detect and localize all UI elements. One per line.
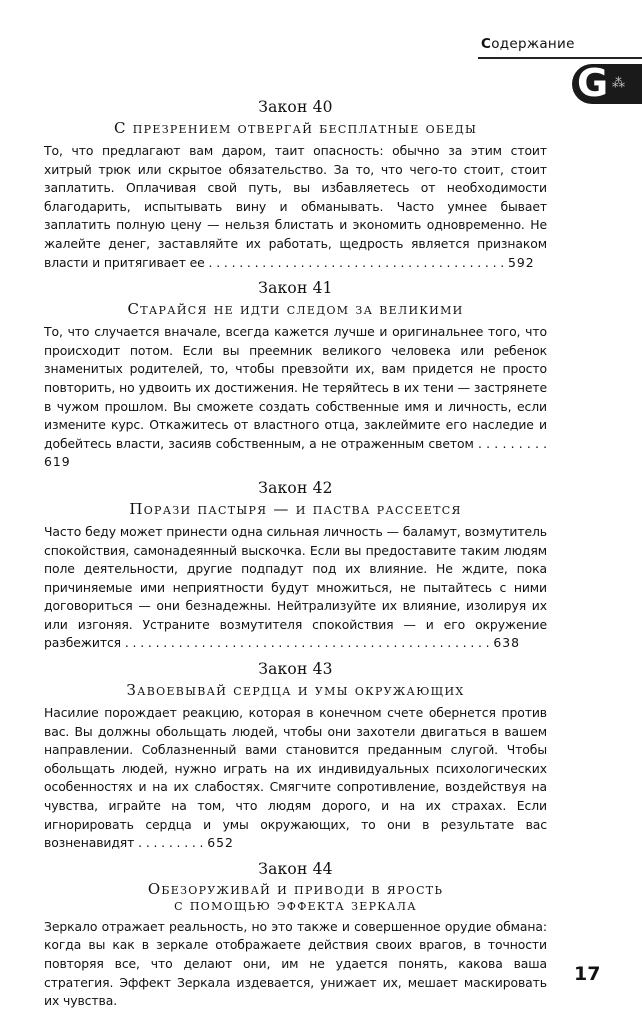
law-title: С презрением отвергай бесплатные обеды bbox=[113, 119, 478, 137]
law-40 bbox=[44, 97, 547, 272]
page-number: 17 bbox=[574, 963, 601, 985]
law-description bbox=[44, 918, 547, 1011]
law-41 bbox=[44, 278, 547, 472]
law-description bbox=[44, 523, 547, 653]
law-text: Зеркало отражает реальность, но это также и совершенное орудие обмана: когда вы как в зеркале отображаете действия своих врагов, в точности повторяя все, что делают они, им не удается понять, какова ваша стратегия. Эффект Зеркала издевается, унижает их, мешает маскировать их чувства. bbox=[44, 918, 547, 1009]
law-number: Закон 42 bbox=[258, 478, 333, 497]
law-title: Обезоруживай и приводи в ярость с помощью эффекта зеркала bbox=[147, 879, 444, 914]
running-header-rest: одержание bbox=[491, 36, 575, 52]
law-title: Порази пастыря — и паства рассеется bbox=[129, 499, 462, 518]
law-number: Закон 43 bbox=[258, 660, 333, 679]
law-description bbox=[44, 323, 547, 472]
leader-dots: . . . . . . . . . bbox=[134, 835, 208, 851]
running-header-initial: С bbox=[481, 36, 492, 52]
leader-dots: . . . . . . . . . . . . . . . . . . . . . . . . . . . . . . . . . . . . . . . . . . . . . . . . bbox=[121, 635, 494, 651]
laws-list bbox=[44, 97, 547, 1017]
law-text: То, что предлагают вам даром, таит опасность: обычно за этим стоит хитрый трюк или скрытое обязательство. За то, что чего-то стоит, стоит заплатить. Оплачивая свой путь, вы избавляетесь от необходимости благодарить, испытывать вину и обманывать. Часто умнее бывает заплатить полную цену — нельзя блистать и экономить одновременно. Не жалейте денег, заставляйте их работать, щедрость является признаком власти и притягивает ее bbox=[44, 143, 547, 270]
law-title: Старайся не идти следом за великими bbox=[127, 300, 464, 319]
section-tab bbox=[572, 61, 642, 105]
section-tab-ornament-icon: ⁂ bbox=[612, 76, 626, 91]
leader-dots: . . . . . . . . . . . . . . . . . . . . . . . . . . . . . . . . . . . . . . . bbox=[204, 254, 508, 270]
leader-dots: . . . . . . . . . bbox=[473, 435, 547, 451]
law-text: То, что случается вначале, всегда кажется лучше и оригинальнее того, что происходит потом. Если вы преемник великого человека или ребенок знаменитых родителей, то, чтобы превзойти их, вам придется не просто повторить, но удвоить их достижения. Не теряйтесь в их тени — застрянете в чужом прошлом. Вы сможете создать собственные имя и личность, если измените курс. Откажитесь от властного отца, заклеймите его наследие и добейтесь власти, засияв собственным, а не отраженным светом bbox=[44, 324, 547, 451]
law-title: Завоевывай сердца и умы окружающих bbox=[126, 681, 465, 700]
law-43 bbox=[44, 659, 547, 853]
law-42 bbox=[44, 478, 547, 653]
law-number: Закон 40 bbox=[258, 98, 333, 116]
law-44 bbox=[44, 859, 547, 1011]
page-reference: 592 bbox=[507, 254, 535, 270]
law-text: Часто беду может принести одна сильная личность — баламут, возмутитель спокойствия, самонадеянный выскочка. Если вы предоставите таким людям поле деятельности, другие подпадут под их влияние. Не ждите, пока причиняемые ими неприятности будут множиться, не пытайтесь с ними договориться — они безнадежны. Нейтрализуйте их влияние, изолируя их или изгоняя. Устраните возмутителя спокойствия — и его окружение разбежится bbox=[44, 523, 547, 651]
law-text: Насилие порождает реакцию, которая в конечном счете обернется против вас. Вы должны обольщать людей, чтобы они захотели двигаться в вашем направлении. Соблазненный вами становится преданным слугой. Чтобы обольщать людей, нужно играть на их индивидуальных психологических особенностях и на их слабостях. Смягчите сопротивление, воздействуя на чувства, играйте на том, что людям дорого, и на их страхах. Если игнорировать сердца и умы окружающих, то они в результате вас возненавидят bbox=[44, 705, 547, 851]
page-reference: 638 bbox=[493, 635, 521, 651]
page-reference: 619 bbox=[44, 454, 71, 470]
law-number: Закон 41 bbox=[258, 279, 333, 298]
running-header bbox=[481, 36, 575, 52]
header-rule bbox=[478, 57, 642, 59]
law-description bbox=[44, 142, 547, 272]
law-description bbox=[44, 704, 547, 853]
page-reference: 652 bbox=[207, 835, 234, 851]
section-tab-letter-icon: G bbox=[577, 61, 609, 105]
law-number: Закон 44 bbox=[258, 859, 333, 878]
